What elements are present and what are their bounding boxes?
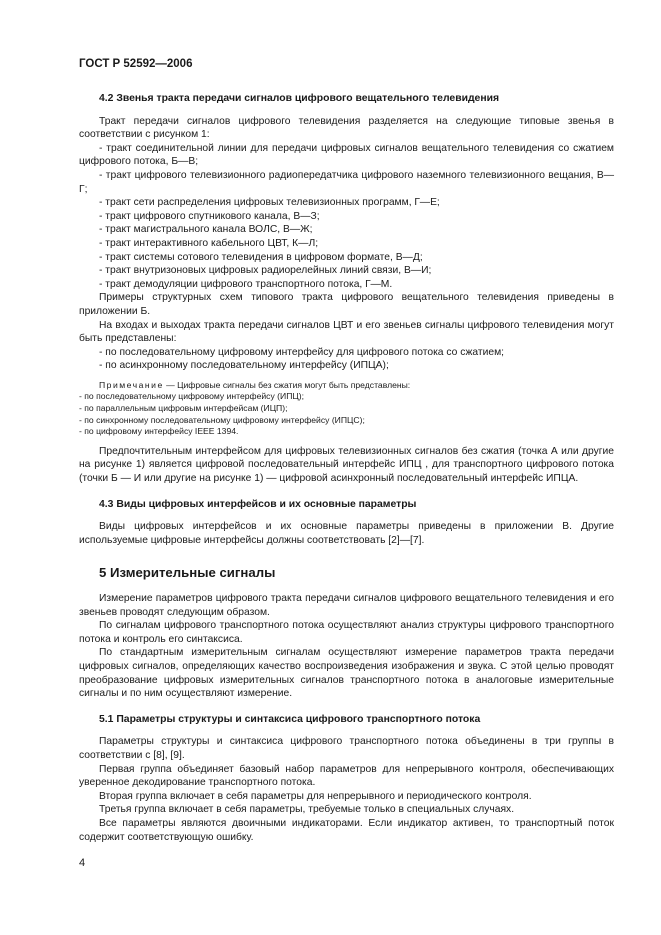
- section-5-paragraph: По стандартным измерительным сигналам осуществляют измерение параметров тракта передачи цифровых сигналов, определяющих качество воспроизведения изображения и звука. С этой целью проводят преобразование цифровых измерительных сигналов транспортного потока в аналоговые измерительные сигналы и по ним осуществляют измерение.: [79, 647, 614, 700]
- section-4-3-heading: 4.3 Виды цифровых интерфейсов и их основные параметры: [99, 498, 417, 510]
- section-5-heading: 5 Измерительные сигналы: [99, 565, 276, 581]
- section-5-1-paragraph: Параметры структуры и синтаксиса цифрового транспортного потока объединены в три группы в соответствии с [8], [9].: [79, 736, 614, 761]
- list-item: - по асинхронному последовательному интерфейсу (ИПЦА);: [99, 360, 389, 372]
- note-label: Примечание: [99, 379, 164, 390]
- note-item: - по синхронному последовательному цифровому интерфейсу (ИПЦС);: [79, 414, 365, 425]
- note-block: [79, 380, 614, 438]
- list-item: - тракт цифрового телевизионного радиопередатчика цифрового наземного телевизионного вещания, В—Г;: [79, 169, 614, 195]
- note-text: — Цифровые сигналы без сжатия могут быть представлены:: [166, 379, 411, 390]
- list-item: - тракт сети распределения цифровых телевизионных программ, Г—Е;: [99, 197, 440, 209]
- section-5-paragraph: По сигналам цифрового транспортного потока осуществляют анализ структуры цифрового транспортного потока и контроль его синтаксиса.: [79, 620, 614, 645]
- document-code: ГОСТ Р 52592—2006: [79, 58, 193, 70]
- list-item: - тракт интерактивного кабельного ЦВТ, К—Л;: [99, 237, 319, 249]
- list-item: - тракт демодуляции цифрового транспортного потока, Г—М.: [99, 278, 393, 290]
- io-paragraph: На входах и выходах тракта передачи сигналов ЦВТ и его звеньев сигналы цифрового телевидения могут быть представлены:: [79, 319, 614, 345]
- list-item: - тракт магистрального канала ВОЛС, В—Ж;: [99, 224, 313, 236]
- note-line: [79, 380, 614, 392]
- note-item: - по цифровому интерфейсу IEEE 1394.: [79, 426, 239, 437]
- list-item: - тракт цифрового спутникового канала, В—З;: [99, 210, 320, 222]
- note-item: - по параллельным цифровым интерфейсам (ИЦП);: [79, 403, 288, 414]
- section-5-1-paragraph: Третья группа включает в себя параметры, требуемые только в специальных случаях.: [99, 804, 515, 816]
- section-5-1-paragraph: Все параметры являются двоичными индикаторами. Если индикатор активен, то транспортный поток содержит соответствующую ошибку.: [79, 817, 614, 843]
- list-item: - тракт внутризоновых цифровых радиорелейных линий связи, В—И;: [99, 265, 432, 277]
- page-number: 4: [79, 857, 86, 869]
- list-item: - тракт соединительной линии для передачи цифровых сигналов вещательного телевидения со сжатием цифрового потока, Б—В;: [79, 142, 614, 168]
- list-item: - тракт системы сотового телевидения в цифровом формате, В—Д;: [99, 251, 423, 263]
- list-item: - по последовательному цифровому интерфейсу для цифрового потока со сжатием;: [99, 346, 505, 358]
- section-4-2-heading: 4.2 Звенья тракта передачи сигналов цифрового вещательного телевидения: [99, 93, 500, 104]
- section-5-1-paragraph: Первая группа объединяет базовый набор параметров для непрерывного контроля, обеспечивающих уверенное декодирование транспортного потока.: [79, 763, 614, 789]
- section-5-paragraph: Измерение параметров цифрового тракта передачи сигналов цифрового вещательного телевидения и его звеньев проводят следующим образом.: [79, 593, 614, 618]
- examples-paragraph: Примеры структурных схем типового тракта цифрового вещательного телевидения приведены в приложении Б.: [79, 292, 614, 317]
- preferred-interface-paragraph: Предпочтительным интерфейсом для цифровых телевизионных сигналов без сжатия (точка А или другие на рисунке 1) является цифровой последовательный интерфейс ИПЦ , для транспортного цифрового потока (точки Б — И или другие на рисунке 1) — цифровой асинхронный последовательный интерфейс ИПЦА.: [79, 445, 614, 485]
- section-5-1-heading: 5.1 Параметры структуры и синтаксиса цифрового транспортного потока: [99, 713, 481, 725]
- section-5-1-paragraph: Вторая группа включает в себя параметры для непрерывного и периодического контроля.: [99, 790, 532, 802]
- text-column: [79, 92, 614, 844]
- section-4-2-intro: Тракт передачи сигналов цифрового телевидения разделяется на следующие типовые звенья в соответствии с рисунком 1:: [79, 115, 614, 141]
- section-4-3-text: Виды цифровых интерфейсов и их основные параметры приведены в приложении В. Другие используемые цифровые интерфейсы должны соответствовать [2]—[7].: [79, 521, 614, 546]
- note-item: - по последовательному цифровому интерфейсу (ИПЦ);: [79, 391, 304, 402]
